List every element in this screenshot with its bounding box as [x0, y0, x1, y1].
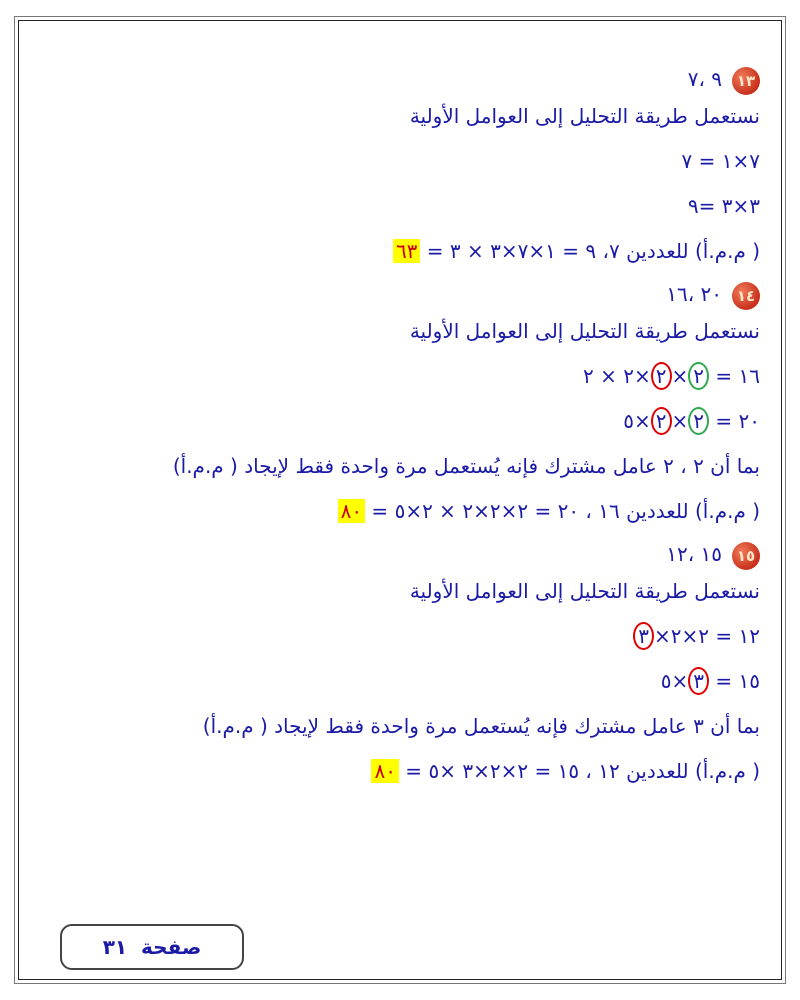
problem-title: ٢٠ ،١٦ — [666, 282, 722, 306]
problem-13-method: نستعمل طريقة التحليل إلى العوامل الأولية — [409, 104, 760, 128]
problem-title: ٩ ،٧ — [687, 67, 722, 91]
problem-14-fact-1: ١٦ = ٢×٢×٢ × ٢ — [583, 364, 760, 388]
green-circle-mark: ٢ — [688, 407, 709, 435]
problem-15-result — [371, 757, 760, 785]
result-text: ( م.م.أ) للعددين ١٢ ، ١٥ = ٢×٢×٣ ×٥ = — [398, 759, 760, 783]
page-number: ٣١ — [102, 935, 128, 959]
red-circle-mark: ٢ — [651, 362, 672, 390]
problem-15-method: نستعمل طريقة التحليل إلى العوامل الأولية — [409, 579, 760, 603]
problem-14-method: نستعمل طريقة التحليل إلى العوامل الأولية — [409, 319, 760, 343]
problem-14-fact-2: ٢٠ = ٢×٢×٥ — [623, 409, 760, 433]
red-circle-mark: ٢ — [651, 407, 672, 435]
problem-badge: ١٤ — [732, 282, 760, 310]
fact-text: ١٢ = ٢×٢× — [654, 624, 760, 648]
fact-text: ×٥ — [660, 669, 689, 693]
worksheet — [40, 40, 760, 1000]
problem-14-note: بما أن ٢ ، ٢ عامل مشترك فإنه يُستعمل مرة واحدة فقط لإيجاد ( م.م.أ) — [172, 454, 760, 478]
green-circle-mark: ٢ — [688, 362, 709, 390]
problem-14-heading — [666, 280, 760, 310]
problem-14-result — [338, 497, 760, 525]
problem-15-heading — [666, 540, 760, 570]
problem-title: ١٥ ،١٢ — [666, 542, 722, 566]
problem-15-note: بما أن ٣ عامل مشترك فإنه يُستعمل مرة واحدة فقط لإيجاد ( م.م.أ) — [202, 714, 760, 738]
fact-text: ١٥ = — [709, 669, 760, 693]
red-circle-mark: ٣ — [633, 622, 654, 650]
problem-15-fact-2 — [661, 667, 760, 695]
fact-text: ×٥ — [623, 409, 651, 433]
problem-13-fact-2: ٣×٣ =٩ — [687, 194, 760, 218]
result-highlight: ٨٠ — [371, 759, 398, 783]
result-highlight: ٦٣ — [393, 239, 420, 263]
fact-text: ١٦ = — [709, 364, 760, 388]
problem-13-heading — [688, 65, 760, 95]
result-text: ( م.م.أ) للعددين ٧، ٩ = ١×٧×٣ × ٣ = — [420, 239, 760, 263]
page-number-box — [60, 924, 244, 970]
problem-13-result — [393, 237, 760, 265]
result-text: ( م.م.أ) للعددين ١٦ ، ٢٠ = ٢×٢×٢ × ٢×٥ = — [365, 499, 760, 523]
fact-text: ٢٠ = — [709, 409, 760, 433]
page-label: صفحة — [141, 935, 202, 959]
red-circle-mark: ٣ — [688, 667, 709, 695]
problem-13-fact-1: ٧×١ = ٧ — [681, 149, 760, 173]
result-highlight: ٨٠ — [338, 499, 365, 523]
problem-15-fact-1 — [633, 622, 760, 650]
problem-badge: ١٥ — [732, 542, 760, 570]
problem-badge: ١٣ — [732, 67, 760, 95]
fact-text: ×٢ × ٢ — [583, 364, 651, 388]
